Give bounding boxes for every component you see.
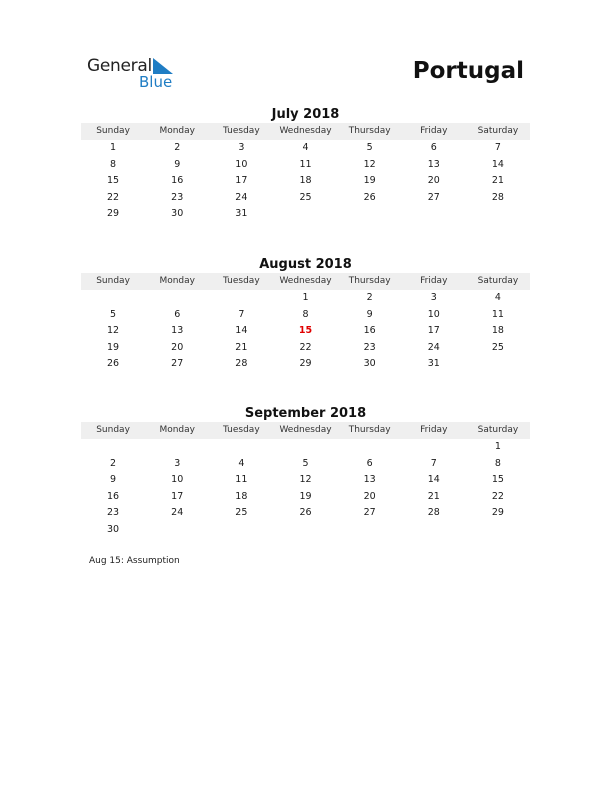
logo-text-blue: Blue <box>139 73 173 91</box>
day-cell: 4 <box>238 457 245 469</box>
day-cell: 4 <box>302 142 309 153</box>
day-cell <box>145 439 209 456</box>
day-cell: 14 <box>427 474 440 486</box>
day-cell: 4 <box>494 292 501 303</box>
day-cell <box>338 439 402 456</box>
day-cell: 21 <box>427 490 440 502</box>
day-cell: 12 <box>363 158 376 170</box>
day-cell: 12 <box>107 325 120 337</box>
week-row <box>81 505 530 522</box>
day-cell: 21 <box>491 175 504 187</box>
day-cell: 8 <box>302 308 309 320</box>
day-cell: 27 <box>363 507 376 519</box>
country-title: Portugal <box>412 58 524 84</box>
day-cell: 30 <box>171 208 184 220</box>
month-august <box>81 256 530 373</box>
week-row <box>81 340 530 357</box>
weekday-label: Monday <box>159 425 195 435</box>
week-row <box>81 173 530 190</box>
day-cell: 6 <box>366 457 373 469</box>
day-cell: 14 <box>235 325 248 337</box>
weekday-header-row <box>81 422 530 439</box>
month-title: August 2018 <box>259 257 352 272</box>
day-cell: 2 <box>110 457 117 469</box>
weekday-label: Saturday <box>477 126 519 136</box>
day-cell <box>145 522 209 539</box>
week-row <box>81 356 530 373</box>
weekday-label: Tuesday <box>223 126 260 136</box>
day-cell: 2 <box>174 142 181 153</box>
day-cell: 26 <box>299 507 312 519</box>
day-cell: 28 <box>427 507 440 519</box>
day-cell: 23 <box>171 191 184 203</box>
day-cell: 11 <box>299 158 312 170</box>
month-september <box>81 405 530 539</box>
weekday-label: Monday <box>159 276 195 286</box>
day-cell: 19 <box>363 175 376 187</box>
logo-text-general: General <box>87 56 152 76</box>
day-cell <box>209 290 273 307</box>
day-cell: 25 <box>235 507 248 519</box>
day-cell: 7 <box>494 142 501 153</box>
day-cell: 25 <box>491 341 504 353</box>
month-july <box>81 106 530 223</box>
day-cell: 10 <box>171 474 184 486</box>
day-cell: 9 <box>110 474 117 486</box>
day-cell: 16 <box>171 175 184 187</box>
weekday-label: Sunday <box>96 126 130 136</box>
day-cell: 13 <box>363 474 376 486</box>
day-cell <box>338 522 402 539</box>
day-cell: 24 <box>171 507 184 519</box>
day-cell: 3 <box>174 457 181 469</box>
week-row <box>81 290 530 307</box>
week-row <box>81 323 530 340</box>
day-cell: 10 <box>427 308 440 320</box>
day-cell: 19 <box>107 341 120 353</box>
weekday-label: Friday <box>420 425 448 435</box>
day-cell: 28 <box>491 191 504 203</box>
day-cell: 26 <box>363 191 376 203</box>
day-cell <box>402 439 466 456</box>
holiday-notes: Aug 15: Assumption <box>89 556 180 566</box>
day-cell: 23 <box>363 341 376 353</box>
month-title: September 2018 <box>244 406 367 421</box>
weekday-label: Sunday <box>96 425 130 435</box>
month-title: July 2018 <box>271 107 340 122</box>
day-cell: 20 <box>363 490 376 502</box>
day-cell: 16 <box>107 490 120 502</box>
day-cell: 30 <box>363 358 376 370</box>
day-cell: 23 <box>107 507 120 519</box>
week-row <box>81 307 530 324</box>
day-cell: 17 <box>427 325 440 337</box>
day-cell: 11 <box>491 308 504 320</box>
day-cell: 31 <box>235 208 248 220</box>
day-cell: 5 <box>110 308 117 320</box>
day-cell: 17 <box>235 175 248 187</box>
weekday-header-row <box>81 273 530 290</box>
day-cell: 25 <box>299 191 312 203</box>
day-cell: 10 <box>235 158 248 170</box>
day-cell <box>81 439 145 456</box>
day-cell <box>338 206 402 223</box>
week-row <box>81 522 530 539</box>
weekday-label: Sunday <box>96 276 130 286</box>
weekday-label: Wednesday <box>279 425 332 435</box>
day-cell <box>466 356 530 373</box>
day-cell: 27 <box>171 358 184 370</box>
day-cell: 20 <box>171 341 184 353</box>
day-cell: 15 <box>491 474 504 486</box>
day-cell <box>273 206 337 223</box>
weekday-label: Monday <box>159 126 195 136</box>
weekday-label: Wednesday <box>279 126 332 136</box>
day-cell <box>273 522 337 539</box>
day-cell: 5 <box>302 457 309 469</box>
day-cell: 13 <box>427 158 440 170</box>
day-cell: 26 <box>107 358 120 370</box>
day-cell: 30 <box>107 523 120 535</box>
day-cell <box>402 206 466 223</box>
week-row <box>81 206 530 223</box>
day-cell: 27 <box>427 191 440 203</box>
day-cell: 14 <box>491 158 504 170</box>
weekday-label: Thursday <box>348 276 391 286</box>
weekday-label: Saturday <box>477 425 519 435</box>
day-cell: 7 <box>430 457 437 469</box>
day-cell: 22 <box>491 490 504 502</box>
day-cell <box>145 290 209 307</box>
day-cell: 1 <box>110 142 117 153</box>
day-cell: 9 <box>366 308 373 320</box>
week-row <box>81 140 530 157</box>
week-row <box>81 190 530 207</box>
day-cell <box>402 522 466 539</box>
day-cell: 29 <box>299 358 312 370</box>
day-cell <box>209 439 273 456</box>
day-cell: 8 <box>494 457 501 469</box>
day-cell: 8 <box>110 158 117 170</box>
day-cell <box>466 522 530 539</box>
weekday-label: Thursday <box>348 126 391 136</box>
day-cell: 9 <box>174 158 181 170</box>
week-row <box>81 472 530 489</box>
day-cell: 31 <box>427 358 440 370</box>
day-cell: 3 <box>238 142 245 153</box>
day-cell: 18 <box>299 175 312 187</box>
weekday-label: Tuesday <box>223 276 260 286</box>
day-cell: 22 <box>107 191 120 203</box>
weekday-header-row <box>81 123 530 140</box>
day-cell: 13 <box>171 325 184 337</box>
week-row <box>81 489 530 506</box>
day-cell: 2 <box>366 292 373 303</box>
logo-triangle-icon <box>153 58 173 74</box>
weekday-label: Wednesday <box>279 276 332 286</box>
week-row <box>81 456 530 473</box>
day-cell: 7 <box>238 308 245 320</box>
day-cell: 24 <box>235 191 248 203</box>
day-cell: 19 <box>299 490 312 502</box>
day-cell: 1 <box>302 292 309 303</box>
weekday-label: Tuesday <box>223 425 260 435</box>
day-cell: 16 <box>363 325 376 337</box>
weekday-label: Thursday <box>348 425 391 435</box>
day-cell: 20 <box>427 175 440 187</box>
weekday-label: Friday <box>420 126 448 136</box>
day-cell: 29 <box>491 507 504 519</box>
week-row <box>81 439 530 456</box>
day-cell: 18 <box>235 490 248 502</box>
day-cell: 3 <box>430 292 437 303</box>
day-cell: 22 <box>299 341 312 353</box>
day-cell: 15 <box>107 175 120 187</box>
day-cell: 5 <box>366 142 373 153</box>
week-row <box>81 157 530 174</box>
day-cell: 6 <box>430 142 437 153</box>
day-cell: 24 <box>427 341 440 353</box>
weekday-label: Saturday <box>477 276 519 286</box>
day-cell: 29 <box>107 208 120 220</box>
day-cell <box>466 206 530 223</box>
holiday-day-cell: 15 <box>298 325 313 337</box>
day-cell: 6 <box>174 308 181 320</box>
day-cell <box>273 439 337 456</box>
day-cell <box>81 290 145 307</box>
day-cell: 18 <box>491 325 504 337</box>
day-cell: 1 <box>494 441 501 452</box>
weekday-label: Friday <box>420 276 448 286</box>
day-cell: 21 <box>235 341 248 353</box>
day-cell: 11 <box>235 474 248 486</box>
day-cell: 17 <box>171 490 184 502</box>
day-cell: 28 <box>235 358 248 370</box>
logo <box>87 56 187 92</box>
day-cell: 12 <box>299 474 312 486</box>
day-cell <box>209 522 273 539</box>
